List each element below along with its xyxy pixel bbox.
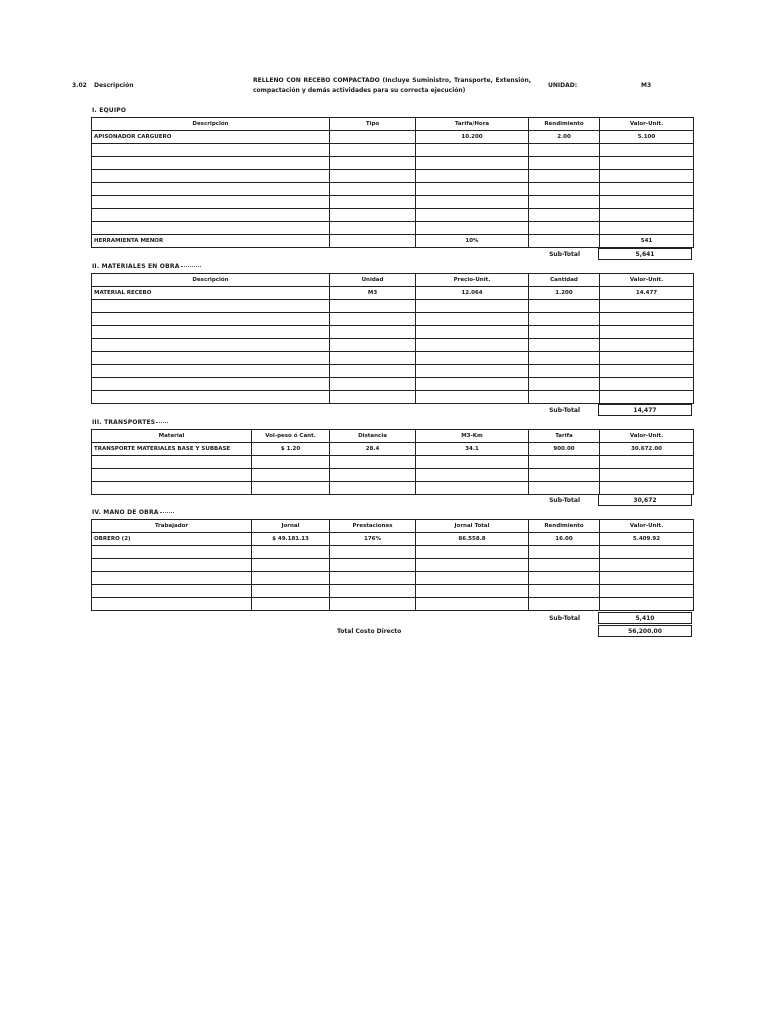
table-cell: [600, 157, 694, 170]
table-row: [92, 391, 694, 404]
table-cell: [330, 313, 416, 326]
table-cell: [529, 352, 600, 365]
table-cell: [600, 391, 694, 404]
column-header: Valor-Unit.: [600, 430, 694, 443]
table-header-row: [92, 430, 694, 443]
table-cell: [416, 339, 529, 352]
table-cell: [529, 209, 600, 222]
table-cell: $ 49.181.13: [252, 533, 330, 546]
table-cell: [416, 326, 529, 339]
materiales-table: [91, 273, 694, 404]
table-header-row: [92, 520, 694, 533]
table-cell: [416, 365, 529, 378]
table-cell: [529, 235, 600, 248]
table-cell: [529, 378, 600, 391]
table-cell: [92, 546, 252, 559]
table-cell: [416, 144, 529, 157]
table-cell: [92, 456, 252, 469]
table-row: [92, 326, 694, 339]
table-cell: [330, 183, 416, 196]
table-cell: [92, 559, 252, 572]
table-cell: [252, 546, 330, 559]
table-cell: [600, 144, 694, 157]
table-row: [92, 313, 694, 326]
table-row: [92, 469, 694, 482]
mano-obra-subtotal-value: 5,410: [598, 612, 692, 624]
table-cell: [330, 456, 416, 469]
table-row: [92, 456, 694, 469]
transportes-subtotal-value: 30,672: [598, 494, 692, 506]
table-cell: [600, 183, 694, 196]
table-cell: [600, 572, 694, 585]
table-cell: [416, 585, 529, 598]
column-header: Jornal: [252, 520, 330, 533]
column-header: Valor-Unit.: [600, 520, 694, 533]
table-cell: [600, 598, 694, 611]
mano-obra-subtotal-label: Sub-Total: [549, 615, 580, 622]
table-row: [92, 287, 694, 300]
table-cell: [600, 339, 694, 352]
table-cell: [416, 300, 529, 313]
table-cell: [416, 469, 529, 482]
table-cell: [416, 196, 529, 209]
section-transportes-title: III. TRANSPORTES: [92, 419, 168, 426]
column-header: Descripción: [92, 118, 330, 131]
table-cell: [92, 482, 252, 495]
column-header: Prestaciones: [330, 520, 416, 533]
column-header: Tarifa/Hora: [416, 118, 529, 131]
table-cell: [252, 469, 330, 482]
table-cell: [600, 456, 694, 469]
section-mano-obra-title: IV. MANO DE OBRA: [92, 509, 174, 516]
table-cell: [529, 183, 600, 196]
table-row: [92, 144, 694, 157]
table-row: [92, 378, 694, 391]
table-cell: 10%: [416, 235, 529, 248]
unit-value: M3: [641, 82, 652, 89]
table-cell: [330, 391, 416, 404]
table-cell: 28.4: [330, 443, 416, 456]
table-cell: [330, 585, 416, 598]
column-header: Rendimiento: [529, 520, 600, 533]
table-cell: [416, 546, 529, 559]
table-cell: [600, 170, 694, 183]
table-cell: 16.00: [529, 533, 600, 546]
table-cell: [416, 456, 529, 469]
table-cell: [600, 209, 694, 222]
table-cell: [252, 559, 330, 572]
table-cell: OBRERO (2): [92, 533, 252, 546]
table-cell: 10.200: [416, 131, 529, 144]
table-cell: 1.200: [529, 287, 600, 300]
table-cell: [92, 183, 330, 196]
table-cell: [529, 300, 600, 313]
table-cell: [529, 598, 600, 611]
table-cell: [92, 469, 252, 482]
column-header: Valor-Unit.: [600, 274, 694, 287]
table-row: [92, 533, 694, 546]
table-cell: [600, 300, 694, 313]
table-cell: [330, 482, 416, 495]
table-cell: [416, 572, 529, 585]
table-cell: [416, 482, 529, 495]
table-cell: [330, 209, 416, 222]
unit-label: UNIDAD:: [548, 82, 578, 89]
table-cell: [252, 572, 330, 585]
column-header: Jornal Total: [416, 520, 529, 533]
table-cell: 176%: [330, 533, 416, 546]
table-cell: [330, 546, 416, 559]
table-row: [92, 352, 694, 365]
table-cell: [252, 456, 330, 469]
table-cell: [330, 170, 416, 183]
table-cell: [92, 326, 330, 339]
table-cell: [529, 144, 600, 157]
table-cell: TRANSPORTE MATERIALES BASE Y SUBBASE: [92, 443, 252, 456]
table-cell: [416, 598, 529, 611]
table-header-row: [92, 274, 694, 287]
table-row: [92, 546, 694, 559]
table-cell: [416, 183, 529, 196]
table-cell: [529, 559, 600, 572]
table-cell: [92, 209, 330, 222]
table-cell: [600, 326, 694, 339]
table-cell: [600, 196, 694, 209]
table-row: [92, 170, 694, 183]
column-header: Material: [92, 430, 252, 443]
table-header-row: [92, 118, 694, 131]
table-row: [92, 131, 694, 144]
table-cell: [92, 585, 252, 598]
table-cell: [416, 209, 529, 222]
table-cell: [330, 131, 416, 144]
table-cell: [92, 339, 330, 352]
table-row: [92, 196, 694, 209]
table-cell: [92, 352, 330, 365]
table-cell: [416, 391, 529, 404]
table-cell: [529, 170, 600, 183]
equipo-table: [91, 117, 694, 248]
table-cell: [330, 572, 416, 585]
table-cell: [330, 559, 416, 572]
table-cell: [529, 365, 600, 378]
table-row: [92, 222, 694, 235]
column-header: Precio-Unit.: [416, 274, 529, 287]
table-cell: [600, 222, 694, 235]
table-row: [92, 339, 694, 352]
total-value: 56,200.00: [598, 625, 692, 637]
table-cell: [600, 546, 694, 559]
table-cell: [529, 313, 600, 326]
table-cell: [92, 300, 330, 313]
table-cell: [600, 469, 694, 482]
equipo-subtotal-value: 5,641: [598, 248, 692, 260]
materiales-subtotal-label: Sub-Total: [549, 407, 580, 414]
table-cell: [92, 144, 330, 157]
table-row: [92, 300, 694, 313]
table-cell: [330, 235, 416, 248]
table-cell: [92, 222, 330, 235]
table-row: [92, 559, 694, 572]
table-cell: [529, 469, 600, 482]
table-cell: $ 1.20: [252, 443, 330, 456]
table-cell: [600, 352, 694, 365]
column-header: Distancia: [330, 430, 416, 443]
column-header: Rendimiento: [529, 118, 600, 131]
column-header: Vol-peso ó Cant.: [252, 430, 330, 443]
table-cell: 2.00: [529, 131, 600, 144]
column-header: Trabajador: [92, 520, 252, 533]
table-cell: [92, 391, 330, 404]
table-cell: 5.100: [600, 131, 694, 144]
table-cell: [600, 365, 694, 378]
table-cell: [92, 378, 330, 391]
table-cell: [529, 585, 600, 598]
table-cell: 5.409.92: [600, 533, 694, 546]
table-cell: [330, 469, 416, 482]
equipo-subtotal-label: Sub-Total: [549, 251, 580, 258]
column-header: Descripción: [92, 274, 330, 287]
table-cell: [600, 585, 694, 598]
table-row: [92, 598, 694, 611]
table-row: [92, 157, 694, 170]
table-row: [92, 482, 694, 495]
table-cell: [600, 378, 694, 391]
table-cell: [330, 339, 416, 352]
column-header: Tarifa: [529, 430, 600, 443]
table-cell: [600, 313, 694, 326]
table-cell: [416, 378, 529, 391]
table-row: [92, 183, 694, 196]
table-cell: [252, 598, 330, 611]
column-header: Tipo: [330, 118, 416, 131]
table-cell: [330, 196, 416, 209]
table-cell: 34.1: [416, 443, 529, 456]
table-cell: MATERIAL RECEBO: [92, 287, 330, 300]
item-title: RELLENO CON RECEBO COMPACTADO (Incluye Suministro, Transporte, Extensión, compactación y demás actividades para su correcta ejecución): [253, 77, 531, 94]
table-cell: [92, 170, 330, 183]
table-cell: [529, 546, 600, 559]
table-cell: APISONADOR CARGUERO: [92, 131, 330, 144]
total-label: Total Costo Directo: [337, 628, 402, 635]
table-cell: 541: [600, 235, 694, 248]
table-cell: [529, 391, 600, 404]
table-cell: [330, 157, 416, 170]
table-row: [92, 365, 694, 378]
table-row: [92, 572, 694, 585]
table-cell: [529, 339, 600, 352]
column-header: Unidad: [330, 274, 416, 287]
table-cell: M3: [330, 287, 416, 300]
table-cell: [529, 326, 600, 339]
table-cell: [92, 598, 252, 611]
table-cell: [92, 196, 330, 209]
transportes-subtotal-label: Sub-Total: [549, 497, 580, 504]
table-cell: [416, 313, 529, 326]
column-header: Valor-Unit.: [600, 118, 694, 131]
table-cell: [330, 378, 416, 391]
table-row: [92, 209, 694, 222]
table-cell: [330, 144, 416, 157]
table-cell: [252, 482, 330, 495]
table-cell: [416, 559, 529, 572]
column-header: Cantidad: [529, 274, 600, 287]
table-cell: 900.00: [529, 443, 600, 456]
mano-obra-table: [91, 519, 694, 611]
table-cell: [330, 352, 416, 365]
table-cell: [416, 222, 529, 235]
table-cell: [252, 585, 330, 598]
table-cell: [529, 572, 600, 585]
table-cell: 86.558.8: [416, 533, 529, 546]
section-materiales-title: II. MATERIALES EN OBRA: [92, 263, 201, 270]
table-cell: [600, 559, 694, 572]
table-cell: [529, 222, 600, 235]
section-equipo-title: I. EQUIPO: [92, 107, 127, 114]
table-cell: [330, 326, 416, 339]
table-cell: [416, 157, 529, 170]
materiales-subtotal-value: 14,477: [598, 404, 692, 416]
description-label: Descripción: [94, 82, 134, 89]
table-cell: [416, 170, 529, 183]
table-cell: [330, 222, 416, 235]
table-cell: [330, 365, 416, 378]
table-cell: [600, 482, 694, 495]
table-cell: [529, 196, 600, 209]
table-cell: HERRAMIENTA MENOR: [92, 235, 330, 248]
transportes-table: [91, 429, 694, 495]
table-cell: 12.064: [416, 287, 529, 300]
table-cell: [529, 157, 600, 170]
table-cell: [92, 365, 330, 378]
table-cell: [92, 572, 252, 585]
table-cell: [330, 598, 416, 611]
table-cell: 30.672.00: [600, 443, 694, 456]
table-cell: 14.477: [600, 287, 694, 300]
table-row: [92, 235, 694, 248]
table-cell: [529, 456, 600, 469]
table-row: [92, 585, 694, 598]
table-cell: [529, 482, 600, 495]
table-cell: [92, 157, 330, 170]
item-number: 3.02: [72, 82, 87, 89]
table-cell: [416, 352, 529, 365]
table-cell: [330, 300, 416, 313]
table-cell: [92, 313, 330, 326]
column-header: M3-Km: [416, 430, 529, 443]
table-row: [92, 443, 694, 456]
